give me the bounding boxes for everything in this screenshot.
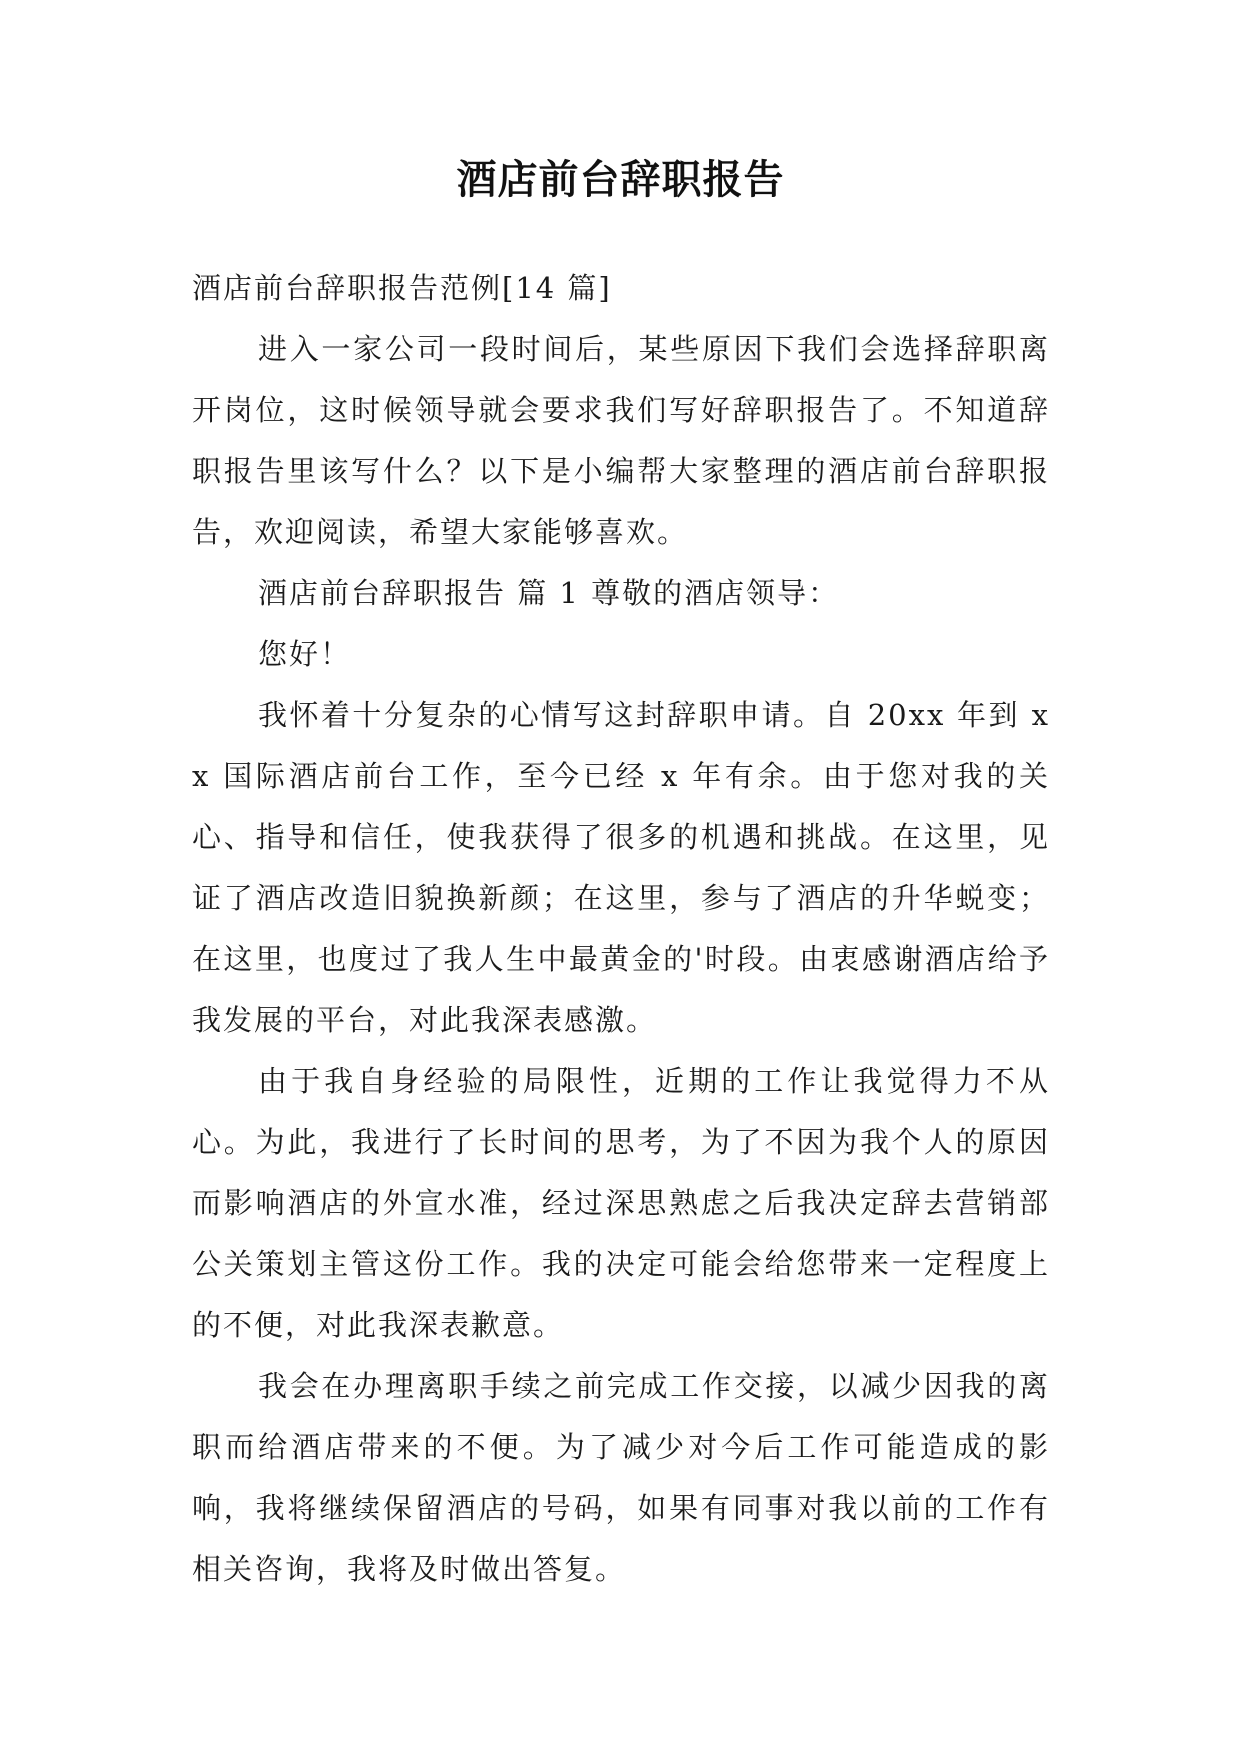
paragraph-body-2: 由于我自身经验的局限性，近期的工作让我觉得力不从心。为此，我进行了长时间的思考，为了不因为我个人的原因而影响酒店的外宣水准，经过深思熟虑之后我决定辞去营销部公关策划主管这份工作。我的决定可能会给您带来一定程度上的不便，对此我深表歉意。 [192,1064,1050,1342]
document-body [192,258,1050,1600]
paragraph-body-1: 我怀着十分复杂的心情写这封辞职申请。自 20xx 年到 xx 国际酒店前台工作，至今已经 x 年有余。由于您对我的关心、指导和信任，使我获得了很多的机遇和挑战。在这里，见证了酒店改造旧貌换新颜；在这里，参与了酒店的升华蜕变；在这里，也度过了我人生中最黄金的'时段。由衷感谢酒店给予我发展的平台，对此我深表感激。 [192,698,1050,1037]
document-title: 酒店前台辞职报告 [456,157,785,203]
paragraph-section-heading: 酒店前台辞职报告 篇 1 尊敬的酒店领导： [258,576,840,610]
paragraph-intro: 进入一家公司一段时间后，某些原因下我们会选择辞职离开岗位，这时候领导就会要求我们写好辞职报告了。不知道辞职报告里该写什么？以下是小编帮大家整理的酒店前台辞职报告，欢迎阅读，希望大家能够喜欢。 [192,332,1050,549]
paragraph-greeting: 您好！ [258,637,352,671]
paragraph-body-3: 我会在办理离职手续之前完成工作交接，以减少因我的离职而给酒店带来的不便。为了减少对今后工作可能造成的影响，我将继续保留酒店的号码，如果有同事对我以前的工作有相关咨询，我将及时做出答复。 [192,1369,1050,1586]
document-subtitle: 酒店前台辞职报告范例[14 篇] [192,271,612,305]
